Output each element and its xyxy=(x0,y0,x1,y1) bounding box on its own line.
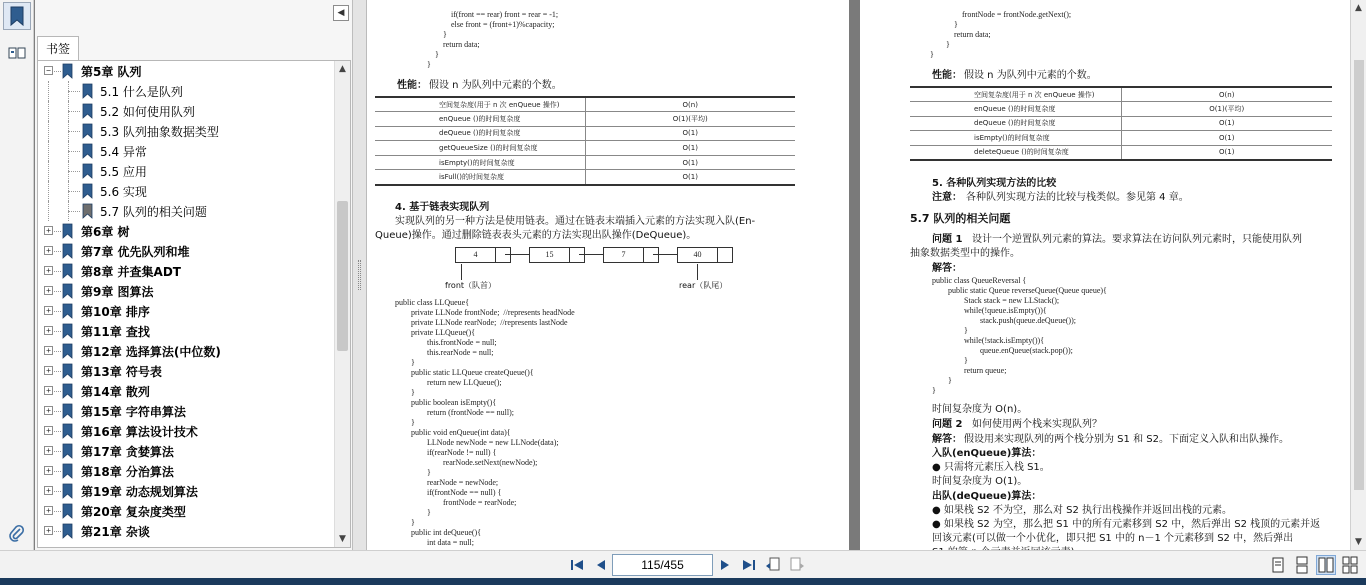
node-pointer xyxy=(570,248,584,262)
bookmark-chapter[interactable] xyxy=(38,521,334,541)
bookmark-icon xyxy=(82,203,93,219)
bookmark-chapter[interactable] xyxy=(38,501,334,521)
os-taskbar xyxy=(0,578,1366,585)
tree-connector xyxy=(68,191,80,192)
bookmark-chapter[interactable] xyxy=(38,221,334,241)
two-page-view-button[interactable] xyxy=(1316,555,1336,575)
bookmark-label: 第6章 树 xyxy=(81,225,130,239)
tree-connector xyxy=(48,161,49,181)
bookmark-icon xyxy=(82,83,93,99)
q1-label: 问题 1 xyxy=(932,234,963,245)
first-page-icon xyxy=(570,558,584,572)
table-cell-complexity: O(1) xyxy=(1121,116,1332,131)
table-cell-operation: 空间复杂度(用于 n 次 enQueue 操作) xyxy=(375,97,585,112)
bookmark-icon xyxy=(62,303,73,319)
bookmark-icon xyxy=(62,423,73,439)
panel-splitter[interactable] xyxy=(353,0,367,550)
panel-header xyxy=(35,0,352,34)
expand-icon[interactable]: + xyxy=(44,526,53,535)
table-cell-complexity: O(n) xyxy=(1121,87,1332,102)
page-left xyxy=(367,0,849,550)
bookmark-label: 5.7 队列的相关问题 xyxy=(100,205,207,219)
table-row xyxy=(910,87,1332,102)
navigation-toolbar xyxy=(0,550,1366,578)
expand-icon[interactable]: + xyxy=(44,486,53,495)
bookmark-label: 第14章 散列 xyxy=(81,385,150,399)
go-forward-view-button[interactable] xyxy=(788,556,806,574)
tab-bookmarks[interactable]: 书签 xyxy=(37,36,79,61)
dequeue-label: 出队(deQueue)算法： xyxy=(932,491,1042,502)
table-row xyxy=(910,131,1332,146)
table-cell-complexity: O(n) xyxy=(585,97,795,112)
node-link-arrow xyxy=(579,254,603,255)
bookmark-label: 第8章 并查集ADT xyxy=(81,265,181,279)
bookmark-chapter[interactable] xyxy=(38,241,334,261)
bookmark-label: 第13章 符号表 xyxy=(81,365,162,379)
page-number-input[interactable]: 115/455 xyxy=(612,554,713,576)
section-comparison: 5. 各种队列实现方法的比较 xyxy=(932,178,1057,189)
continuous-page-icon xyxy=(1296,557,1308,573)
tree-connector xyxy=(54,371,61,372)
bookmark-tree-list xyxy=(38,61,334,541)
list-node xyxy=(455,247,511,263)
bookmark-chapter[interactable] xyxy=(38,381,334,401)
document-view xyxy=(367,0,1350,550)
bookmark-icon xyxy=(62,243,73,259)
expand-icon[interactable]: + xyxy=(44,406,53,415)
bookmark-section[interactable] xyxy=(38,161,334,181)
next-page-button[interactable] xyxy=(716,556,734,574)
bookmark-chapter[interactable] xyxy=(38,321,334,341)
table-row xyxy=(910,102,1332,117)
bookmark-icon xyxy=(62,523,73,539)
node-link-arrow xyxy=(505,254,529,255)
tree-connector xyxy=(54,491,61,492)
table-cell-operation: deQueue ()的时间复杂度 xyxy=(910,116,1121,131)
expand-icon[interactable]: + xyxy=(44,366,53,375)
note-text: 各种队列实现方法的比较与栈类似。参见第 4 章。 xyxy=(966,192,1189,203)
thumbnails-button[interactable] xyxy=(3,40,31,68)
table-row xyxy=(375,155,795,170)
list-node xyxy=(529,247,585,263)
bookmark-chapter[interactable] xyxy=(38,441,334,461)
time-2: 时间复杂度为 O(1)。 xyxy=(932,476,1028,487)
go-back-view-button[interactable] xyxy=(764,556,782,574)
bookmarks-panel-toggle[interactable] xyxy=(3,2,31,30)
bookmark-icon xyxy=(82,183,93,199)
bookmark-section[interactable] xyxy=(38,181,334,201)
bookmark-icon xyxy=(62,483,73,499)
bookmark-icon xyxy=(62,503,73,519)
panel-tabs xyxy=(37,36,79,61)
scroll-down-arrow-icon[interactable]: ▼ xyxy=(339,534,346,544)
bookmark-icon xyxy=(62,403,73,419)
two-page-continuous-icon xyxy=(1342,557,1358,573)
bookmark-icon xyxy=(62,263,73,279)
bookmark-icon xyxy=(10,6,24,26)
tree-connector xyxy=(54,451,61,452)
note-label: 注意： xyxy=(932,192,962,203)
table-cell-complexity: O(1)(平均) xyxy=(1121,102,1332,117)
bookmark-chapter[interactable] xyxy=(38,421,334,441)
table-row xyxy=(375,97,795,112)
bookmark-label: 第21章 杂谈 xyxy=(81,525,150,539)
left-icon-strip xyxy=(0,0,34,550)
table-cell-complexity: O(1)(平均) xyxy=(585,112,795,127)
complexity-table-right xyxy=(910,86,1332,161)
bookmark-icon xyxy=(62,63,73,79)
rear-label: rear（队尾） xyxy=(679,281,728,290)
expand-icon[interactable]: + xyxy=(44,466,53,475)
node-value: 7 xyxy=(604,248,644,262)
continuous-view-button[interactable] xyxy=(1292,555,1312,575)
doc-scroll-thumb[interactable] xyxy=(1354,60,1364,490)
bookmark-label: 第17章 贪婪算法 xyxy=(81,445,174,459)
q1-text-a: 设计一个逆置队列元素的算法。要求算法在访问队列元素时，只能使用队列 xyxy=(972,234,1302,245)
node-pointer xyxy=(718,248,732,262)
code-block-top-right: frontNode = frontNode.getNext(); } return data; } } xyxy=(930,10,1072,59)
tree-connector xyxy=(68,171,80,172)
q2-text: 如何使用两个栈来实现队列？ xyxy=(972,419,1102,430)
thumbnails-icon xyxy=(8,46,26,62)
bookmark-chapter[interactable] xyxy=(38,261,334,281)
expand-icon[interactable]: + xyxy=(44,326,53,335)
bookmark-icon xyxy=(62,463,73,479)
table-cell-operation: deQueue ()的时间复杂度 xyxy=(375,126,585,141)
bookmark-icon xyxy=(62,223,73,239)
heading-5-7: 5.7 队列的相关问题 xyxy=(910,212,1011,225)
enqueue-bullet: ● 只需将元素压入栈 S1。 xyxy=(932,462,1050,473)
table-row xyxy=(910,145,1332,160)
bookmark-chapter[interactable] xyxy=(38,461,334,481)
bookmark-chapter[interactable] xyxy=(38,361,334,381)
perf-text-right: 假设 n 为队列中元素的个数。 xyxy=(964,70,1097,81)
enqueue-label: 入队(enQueue)算法： xyxy=(932,448,1042,459)
bookmark-label: 第9章 图算法 xyxy=(81,285,154,299)
two-page-continuous-button[interactable] xyxy=(1340,555,1360,575)
bookmark-icon xyxy=(62,283,73,299)
expand-icon[interactable]: + xyxy=(44,266,53,275)
expand-icon[interactable]: + xyxy=(44,306,53,315)
tree-connector xyxy=(54,231,61,232)
table-row xyxy=(910,116,1332,131)
previous-page-button[interactable] xyxy=(592,556,610,574)
bookmark-label: 5.6 实现 xyxy=(100,185,147,199)
last-page-button[interactable] xyxy=(740,556,758,574)
code-block-reversal: public class QueueReversal { public static Queue reverseQueue(Queue queue){ Stack stack = new LLStack(); while(!queue.isEmpty()){ stack.push(queue.deQueue()); } while(!stack.isEmpty()){ queue.enQueue(stack.pop()); } return queue; } } xyxy=(932,276,1107,395)
perf-label: 性能： xyxy=(397,80,427,91)
table-cell-operation: isFull()的时间复杂度 xyxy=(375,170,585,185)
tree-connector xyxy=(54,391,61,392)
bookmark-label: 第11章 查找 xyxy=(81,325,150,339)
bookmark-icon xyxy=(62,363,73,379)
perf-text: 假设 n 为队列中元素的个数。 xyxy=(429,80,562,91)
tree-connector xyxy=(54,251,61,252)
dequeue-bullet-2: ● 如果栈 S2 为空，那么把 S1 中的所有元素移到 S2 中，然后弹出 S2 栈顶的元素并返 xyxy=(932,519,1321,530)
bookmark-icon xyxy=(82,123,93,139)
bookmark-section[interactable] xyxy=(38,141,334,161)
code-block-top: if(front == rear) front = rear = -1; else front = (front+1)%capacity; } return data; } } xyxy=(427,10,559,69)
para-2: Queue)操作。通过删除链表表头元素的方法实现出队操作(DeQueue)。 xyxy=(375,230,697,241)
table-cell-operation: enQueue ()的时间复杂度 xyxy=(375,112,585,127)
table-cell-operation: isEmpty()的时间复杂度 xyxy=(910,131,1121,146)
first-page-button[interactable] xyxy=(568,556,586,574)
tree-connector xyxy=(54,331,61,332)
tree-connector xyxy=(68,131,80,132)
tree-connector xyxy=(68,151,80,152)
expand-icon[interactable]: + xyxy=(44,246,53,255)
table-cell-complexity: O(1) xyxy=(585,155,795,170)
q2-label: 问题 2 xyxy=(932,419,963,430)
bookmark-label: 第7章 优先队列和堆 xyxy=(81,245,190,259)
perf-label-right: 性能： xyxy=(932,70,962,81)
bookmark-section[interactable] xyxy=(38,121,334,141)
tree-connector xyxy=(48,81,49,101)
scroll-thumb[interactable] xyxy=(337,201,348,351)
table-cell-operation: getQueueSize ()的时间复杂度 xyxy=(375,141,585,156)
next-page-icon xyxy=(719,558,731,572)
expand-icon[interactable]: + xyxy=(44,346,53,355)
table-row xyxy=(375,126,795,141)
tree-connector xyxy=(54,271,61,272)
bookmark-chapter[interactable] xyxy=(38,61,334,81)
bookmark-chapter[interactable] xyxy=(38,301,334,321)
bookmark-tree-scrollbar[interactable] xyxy=(334,61,350,547)
bookmark-label: 第19章 动态规划算法 xyxy=(81,485,198,499)
bookmark-icon xyxy=(62,343,73,359)
table-cell-complexity: O(1) xyxy=(585,170,795,185)
rear-pointer-line xyxy=(697,264,698,280)
expand-icon[interactable]: + xyxy=(44,426,53,435)
expand-icon[interactable]: + xyxy=(44,446,53,455)
tree-connector xyxy=(48,181,49,201)
bookmark-icon xyxy=(62,443,73,459)
page-right xyxy=(860,0,1350,550)
tree-connector xyxy=(54,351,61,352)
scroll-up-arrow-icon[interactable]: ▲ xyxy=(339,64,346,74)
tree-connector xyxy=(54,431,61,432)
bookmark-section[interactable] xyxy=(38,81,334,101)
bookmark-icon xyxy=(82,143,93,159)
splitter-grip[interactable] xyxy=(358,260,361,290)
bookmark-chapter[interactable] xyxy=(38,341,334,361)
table-cell-operation: 空间复杂度(用于 n 次 enQueue 操作) xyxy=(910,87,1121,102)
dequeue-bullet-3: 回该元素(可以做一个小优化，即只把 S1 中的 n－1 个元素移到 S2 中，然后弹出 xyxy=(932,533,1294,544)
tree-connector xyxy=(68,111,80,112)
q1-text-b: 抽象数据类型中的操作。 xyxy=(910,248,1020,259)
list-node xyxy=(603,247,659,263)
collapse-icon[interactable]: − xyxy=(44,66,53,75)
table-row xyxy=(375,141,795,156)
front-pointer-line xyxy=(461,264,462,280)
tree-connector xyxy=(54,291,61,292)
dequeue-bullet-1: ● 如果栈 S2 不为空，那么对 S2 执行出栈操作并返回出栈的元素。 xyxy=(932,505,1233,516)
tree-connector xyxy=(54,471,61,472)
document-scrollbar[interactable] xyxy=(1350,0,1366,550)
bookmark-icon xyxy=(62,323,73,339)
table-row xyxy=(375,112,795,127)
tree-connector xyxy=(68,91,80,92)
list-node xyxy=(677,247,733,263)
table-cell-operation: isEmpty()的时间复杂度 xyxy=(375,155,585,170)
bookmark-tree xyxy=(37,60,351,548)
bookmarks-panel xyxy=(35,0,353,550)
tree-connector xyxy=(54,71,61,72)
answer-label: 解答： xyxy=(932,263,962,274)
node-value: 4 xyxy=(456,248,496,262)
attachments-button[interactable] xyxy=(3,520,31,548)
tree-connector xyxy=(54,411,61,412)
single-page-view-button[interactable] xyxy=(1268,555,1288,575)
table-cell-complexity: O(1) xyxy=(585,141,795,156)
single-page-icon xyxy=(1272,557,1284,573)
node-pointer xyxy=(644,248,658,262)
bookmark-section[interactable] xyxy=(38,201,334,221)
collapse-panel-button[interactable]: ◀ xyxy=(333,5,349,21)
bookmark-label: 第10章 排序 xyxy=(81,305,150,319)
tree-connector xyxy=(48,201,49,221)
bookmark-label: 5.2 如何使用队列 xyxy=(100,105,195,119)
time-1: 时间复杂度为 O(n)。 xyxy=(932,404,1028,415)
node-value: 15 xyxy=(530,248,570,262)
paperclip-icon xyxy=(9,525,25,543)
doc-scroll-up-icon[interactable]: ▲ xyxy=(1355,3,1362,13)
previous-page-icon xyxy=(595,558,607,572)
table-cell-complexity: O(1) xyxy=(585,126,795,141)
node-value: 40 xyxy=(678,248,718,262)
bookmark-label: 5.5 应用 xyxy=(100,165,147,179)
answer2-text: 假设用来实现队列的两个栈分别为 S1 和 S2。下面定义入队和出队操作。 xyxy=(964,434,1289,445)
bookmark-label: 第12章 选择算法(中位数) xyxy=(81,345,221,359)
table-cell-complexity: O(1) xyxy=(1121,145,1332,160)
code-block-llqueue: public class LLQueue{ private LLNode frontNode; //represents headNode private LLNode rearNode; //represents lastNode private LLQueue(){ this.frontNode = null; this.rearNode = null; } public static LLQueue createQueue(){ return new LLQueue(); } public boolean isEmpty(){ return (frontNode == null); } public void enQueue(int data){ LLNode newNode = new LLNode(data); if(rearNode != null) { rearNode.setNext(newNode); } rearNode = newNode; if(frontNode == null) { frontNode = rearNode; } } public int deQueue(){ int data = null; xyxy=(395,298,575,547)
forward-view-icon xyxy=(789,557,805,573)
table-cell-complexity: O(1) xyxy=(1121,131,1332,146)
bookmark-label: 5.3 队列抽象数据类型 xyxy=(100,125,219,139)
bookmark-icon xyxy=(82,103,93,119)
tree-connector xyxy=(54,531,61,532)
last-page-icon xyxy=(742,558,756,572)
bookmark-label: 第15章 字符串算法 xyxy=(81,405,186,419)
section-linked-list: 4. 基于链表实现队列 xyxy=(395,202,490,213)
bookmark-label: 第5章 队列 xyxy=(81,65,142,79)
bookmark-label: 第20章 复杂度类型 xyxy=(81,505,186,519)
bookmark-chapter[interactable] xyxy=(38,401,334,421)
bookmark-chapter[interactable] xyxy=(38,281,334,301)
tree-connector xyxy=(68,211,80,212)
bookmark-chapter[interactable] xyxy=(38,481,334,501)
table-row xyxy=(375,170,795,185)
bookmark-icon xyxy=(62,383,73,399)
bookmark-section[interactable] xyxy=(38,101,334,121)
tree-connector xyxy=(54,511,61,512)
bookmark-label: 第18章 分治算法 xyxy=(81,465,174,479)
answer2-label: 解答： xyxy=(932,434,962,445)
tree-connector xyxy=(48,101,49,121)
expand-icon[interactable]: + xyxy=(44,506,53,515)
bookmark-label: 5.4 异常 xyxy=(100,145,147,159)
tree-connector xyxy=(48,121,49,141)
node-link-arrow xyxy=(653,254,677,255)
node-pointer xyxy=(496,248,510,262)
back-view-icon xyxy=(765,557,781,573)
two-page-icon xyxy=(1318,557,1334,573)
expand-icon[interactable]: + xyxy=(44,386,53,395)
tree-connector xyxy=(48,141,49,161)
complexity-table-left xyxy=(375,96,795,186)
table-cell-operation: enQueue ()的时间复杂度 xyxy=(910,102,1121,117)
doc-scroll-down-icon[interactable]: ▼ xyxy=(1355,537,1362,547)
front-label: front（队首） xyxy=(445,281,497,290)
expand-icon[interactable]: + xyxy=(44,226,53,235)
bookmark-label: 第16章 算法设计技术 xyxy=(81,425,198,439)
bookmark-icon xyxy=(82,163,93,179)
expand-icon[interactable]: + xyxy=(44,286,53,295)
para-1: 实现队列的另一种方法是使用链表。通过在链表末端插入元素的方法实现入队(En- xyxy=(395,216,756,227)
bookmark-label: 5.1 什么是队列 xyxy=(100,85,183,99)
table-cell-operation: deleteQueue ()的时间复杂度 xyxy=(910,145,1121,160)
tree-connector xyxy=(54,311,61,312)
